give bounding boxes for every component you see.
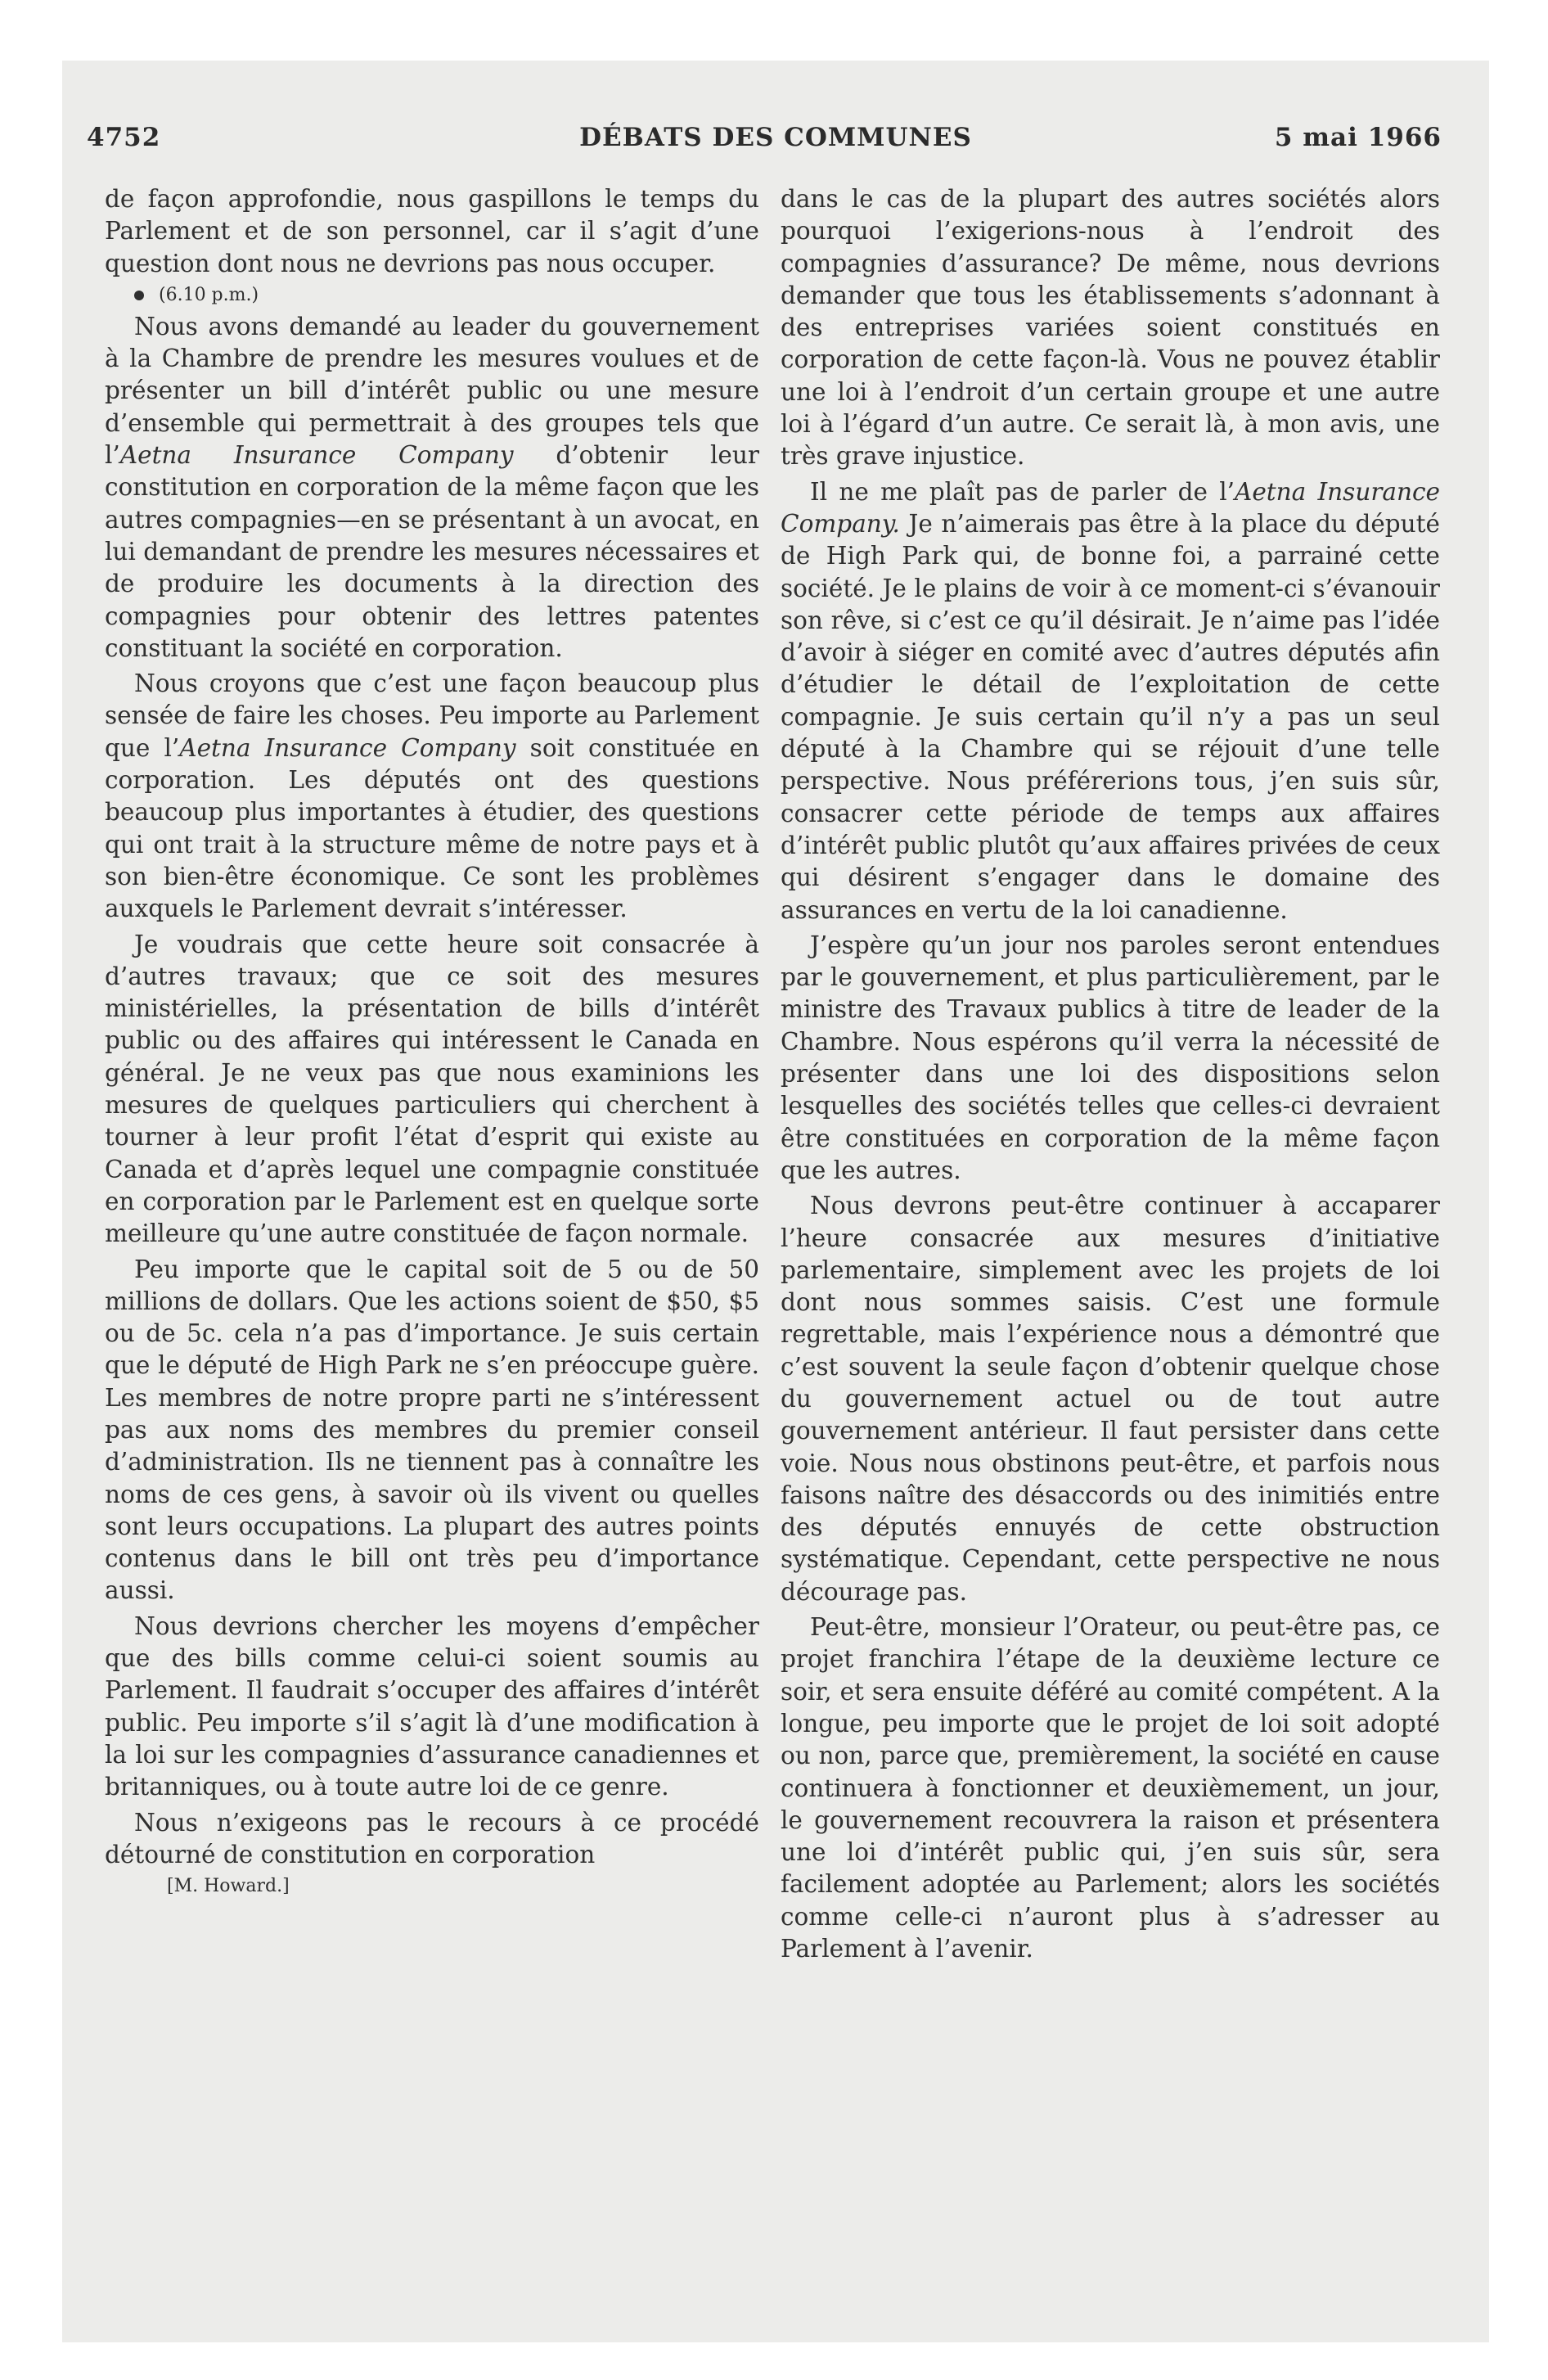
paragraph [781, 476, 1440, 926]
paragraph: de façon approfondie, nous gaspillons le temps du Parlement et de son personnel, car il s’agit d’une question dont nous ne devrions pas nous occuper. [105, 185, 759, 277]
paragraph: Nous devrons peut-être continuer à accaparer l’heure consacrée aux mesures d’initiative parlementaire, simplement avec les projets de loi dont nous sommes saisis. C’est une formule regrettable, mais l’expérience nous a démontré que c’est souvent la seule façon d’obtenir quelque chose du gouvernement actuel ou de tout autre gouvernement antérieur. Il faut persister dans cette voie. Nous nous obstinons peut-être, et parfois nous faisons naître des désaccords ou des inimitiés entre des députés ennuyés de cette obstruction systématique. Cependant, cette perspective ne nous décourage pas. [781, 1192, 1440, 1606]
paragraph [105, 668, 759, 925]
paragraph-text: Nous croyons que c’est une façon beaucoup plus sensée de faire les choses. Peu importe au Parlement que l’ [105, 669, 759, 762]
paragraph: Peu importe que le capital soit de 5 ou de 50 millions de dollars. Que les actions soient de $50, $5 ou de 5c. cela n’a pas d’importance. Je suis certain que le député de High Park ne s’en préoccupe guère. Les membres de notre propre parti ne s’intéressent pas aux noms des membres du premier conseil d’administration. Ils ne tiennent pas à connaître les noms de ces gens, à savoir où ils vivent ou quelles sont leurs occupations. La plupart des autres points contenus dans le bill ont très peu d’importance aussi. [105, 1255, 759, 1605]
paragraph [105, 311, 759, 665]
issue-date: 5 mai 1966 [1274, 123, 1442, 152]
paragraph-text: Je n’aimerais pas être à la place du député de High Park qui, de bonne foi, a parrainé cette société. Je le plains de voir à ce moment-ci s’évanouir son rêve, si c’est ce qu’il désirait. Je n’aime pas l’idée d’avoir à siéger en comité avec d’autres députés afin d’étudier le détail de l’exploitation de cette compagnie. Je suis certain qu’il n’y a pas un seul député à la Chambre qui se réjouit d’une telle perspective. Nous préférerions tous, j’en suis sûr, consacrer cette période de temps aux affaires d’intérêt public plutôt qu’aux affaires privées de ceux qui désirent s’engager dans le domaine des assurances en vertu de la loi canadienne. [781, 509, 1440, 924]
paragraph: dans le cas de la plupart des autres sociétés alors pourquoi l’exigerions-nous à l’endroit des compagnies d’assurance? De même, nous devrions demander que tous les établissements s’adonnant à des entreprises variées soient constitués en corporation de cette façon-là. Vous ne pouvez établir une loi à l’endroit d’un certain groupe et une autre loi à l’égard d’un autre. Ce serait là, à mon avis, une très grave injustice. [781, 185, 1440, 471]
speaker-reference: [M. Howard.] [167, 1876, 290, 1897]
paragraph-text: Nous avons demandé au leader du gouvernement à la Chambre de prendre les mesures voulues et de présenter un bill d’intérêt public ou une mesure d’ensemble qui permettrait à des groupes tels que l’ [105, 312, 759, 470]
page-sheet [62, 61, 1489, 2342]
paragraph-text: d’obtenir leur constitution en corporation de la même façon que les autres compagnies—en se présentant à un avocat, en lui demandant de prendre les mesures nécessaires et de produire les documents à la direction des compagnies pour obtenir des lettres patentes constituant la société en corporation. [105, 441, 760, 662]
paragraph: Nous devrions chercher les moyens d’empêcher que des bills comme celui-ci soient soumis au Parlement. Il faudrait s’occuper des affaires d’intérêt public. Peu importe s’il s’agit là d’une modification à la loi sur les compagnies d’assurance canadiennes et britanniques, ou à toute autre loi de ce genre. [105, 1611, 759, 1801]
company-name: Aetna Insurance Company [179, 733, 516, 762]
right-column [781, 183, 1440, 1968]
paragraph-text: Il ne me plaît pas de parler de l’ [810, 477, 1235, 506]
time-marker-text: (6.10 p.m.) [159, 284, 259, 305]
paragraph: Je voudrais que cette heure soit consacrée à d’autres travaux; que ce soit des mesures ministérielles, la présentation de bills d’intérêt public ou des affaires qui intéressent le Canada en général. Je ne veux pas que nous examinions les mesures de quelques particuliers qui cherchent à tourner à leur profit l’état d’esprit qui existe au Canada et d’après lequel une compagnie constituée en corporation par le Parlement est en quelque sorte meilleure qu’une autre constituée de façon normale. [105, 930, 759, 1248]
company-name: Aetna Insurance Company. [781, 477, 1440, 538]
paragraph: J’espère qu’un jour nos paroles seront entendues par le gouvernement, et plus particulièrement, par le ministre des Travaux publics à titre de leader de la Chambre. Nous espérons qu’il verra la nécessité de présenter dans une loi des dispositions selon lesquelles des sociétés telles que celles-ci devraient être constituées en corporation de la même façon que les autres. [781, 931, 1440, 1184]
paragraph-text: soit constituée en corporation. Les députés ont des questions beaucoup plus importantes à étudier, des questions qui ont trait à la structure même de notre pays et à son bien-être économique. Ce sont les problèmes auxquels le Parlement devrait s’intéresser. [105, 733, 760, 923]
paragraph: Nous n’exigeons pas le recours à ce procédé détourné de constitution en corporation [105, 1808, 759, 1868]
time-marker [105, 283, 759, 308]
company-name: Aetna Insurance Company [119, 441, 514, 470]
page-number: 4752 [87, 123, 161, 152]
paragraph: Peut-être, monsieur l’Orateur, ou peut-être pas, ce projet franchira l’étape de la deuxième lecture ce soir, et sera ensuite déféré au comité compétent. A la longue, peu importe que le projet de loi soit adopté ou non, parce que, premièrement, la société en cause continuera à fonctionner et deuxièmement, un jour, le gouvernement recouvrera la raison et présentera une loi d’intérêt public qui, j’en suis sûr, sera facilement adoptée au Parlement; alors les sociétés comme celle-ci n’auront plus à s’adresser au Parlement à l’avenir. [781, 1613, 1440, 1963]
running-header [62, 123, 1489, 164]
journal-title: DÉBATS DES COMMUNES [579, 123, 972, 152]
bullet-icon [134, 291, 144, 300]
left-column [105, 183, 759, 1902]
